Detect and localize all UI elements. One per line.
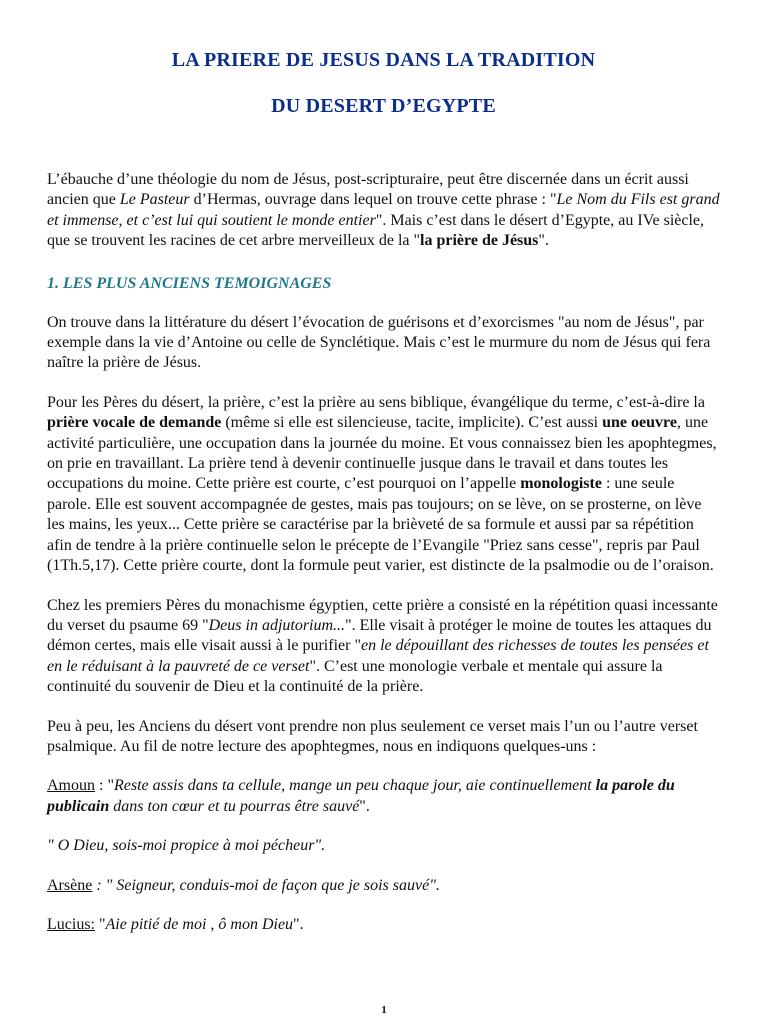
paragraph-text: (même si elle est silencieuse, tacite, implicite). C’est aussi <box>221 414 603 432</box>
quote-end: ". <box>359 797 370 815</box>
paragraph-emphasis: prière vocale de demande <box>47 414 222 432</box>
speaker-name: Amoun <box>47 777 95 795</box>
page-number: 1 <box>381 1004 387 1016</box>
psalm-quote: Deus in adjutorium... <box>208 616 346 634</box>
intro-text: d’Hermas, ouvrage dans lequel on trouve cette phrase : " <box>189 191 557 209</box>
intro-text: ". Mais c’est dans le désert d’Egypte, au IVe siècle, que se trouvent les racines de cet arbre merveilleux de la " <box>47 211 705 250</box>
quote-text: Reste assis dans ta cellule, mange un peu chaque jour, aie continuellement <box>113 777 596 795</box>
paragraph-1: On trouve dans la littérature du désert l’évocation de guérisons et d’exorcismes "au nom de Jésus", par exemple dans la vie d’Antoine ou celle de Synclétique. Mais c’est le murmure du nom de Jésus qui fera naître la prière de Jésus. <box>47 313 711 372</box>
paragraph-emphasis: une oeuvre <box>602 414 677 432</box>
quote-separator: " <box>95 915 106 933</box>
paragraph-4: Peu à peu, les Anciens du désert vont prendre non plus seulement ce verset mais l’un ou l’autre verset psalmique. Au fil de notre lecture des apophtegmes, nous en indiquons quelques-uns : <box>47 717 698 755</box>
quote-text: dans ton cœur et tu pourras être sauvé <box>109 797 360 815</box>
speaker-name: Arsène <box>47 876 93 894</box>
quote-text: Aie pitié de moi , ô mon Dieu <box>105 915 294 933</box>
paragraph-3 <box>47 596 720 698</box>
paragraph-text: , une activité particulière, une occupation dans la journée du moine. Et vous connaissez bien les apophtegmes, on prie en travaillant. La prière tend à devenir continuelle jusque dans le travail et dans toutes les occupations du moine. Cette prière est courte, c’est pourquoi on l’appelle <box>47 414 717 493</box>
paragraph-text: ". C’est une monologie verbale et mentale qui assure la continuité du souvenir de Dieu et la continuité de la prière. <box>47 657 663 696</box>
paragraph-text: ". Elle visait à protéger le moine de toutes les attaques du démon certes, mais elle visait aussi à le purifier " <box>47 616 712 655</box>
intro-quote: Le Nom du Fils est grand et immense, et c’est lui qui soutient le monde entier <box>47 191 720 229</box>
paragraph-text: Chez les premiers Pères du monachisme égyptien, cette prière a consisté en la répétition quasi incessante du verset du psaume 69 " <box>47 596 718 634</box>
paragraph-text: : une seule parole. Elle est souvent accompagnée de gestes, mais pas toujours; on se lève, on se prosterne, on lève les mains, les yeux... Cette prière se caractérise par la brièveté de sa formule et aussi par sa répétition afin de tendre à la prière continuelle selon le précepte de l’Evangile "Priez sans cesse", repris par Paul (1Th.5,17). Cette prière courte, dont la formule peut varier, est distincte de la psalmodie ou de l’oraison. <box>47 475 714 575</box>
quote-emphasis: la parole du publicain <box>47 777 675 815</box>
intro-text: L’ébauche d’une théologie du nom de Jésus, post-scripturaire, peut être discernée dans un écrit aussi ancien que <box>47 171 689 209</box>
intro-emphasis: la prière de Jésus <box>420 232 539 250</box>
paragraph-2 <box>47 393 720 577</box>
quote-end: ". <box>293 915 304 933</box>
paragraph-text: Pour les Pères du désert, la prière, c’est la prière au sens biblique, évangélique du terme, c’est-à-dire la <box>47 393 705 411</box>
intro-text: ". <box>538 232 549 250</box>
intro-paragraph <box>47 170 720 252</box>
quote-lucius <box>47 915 720 935</box>
section-heading: 1. LES PLUS ANCIENS TEMOIGNAGES <box>47 274 332 292</box>
quote-amoun <box>47 776 720 817</box>
purify-quote: en le dépouillant des richesses de toutes les pensées et en le réduisant à la pauvreté de ce verset <box>47 637 709 675</box>
quote-separator: : " <box>95 777 114 795</box>
title-line-2: DU DESERT D’EGYPTE <box>271 95 496 117</box>
quote-text: " Seigneur, conduis-moi de façon que je sois sauvé". <box>105 876 440 894</box>
quote-publican <box>47 836 720 856</box>
paragraph-emphasis: monologiste <box>520 475 602 493</box>
speaker-name: Lucius: <box>47 915 95 933</box>
quote-text: " O Dieu, sois-moi propice à moi pécheur". <box>47 837 326 855</box>
quote-arsene <box>47 876 720 896</box>
title-line-1: LA PRIERE DE JESUS DANS LA TRADITION <box>171 49 596 71</box>
quote-separator: : <box>92 876 106 894</box>
book-title: Le Pasteur <box>119 191 190 209</box>
